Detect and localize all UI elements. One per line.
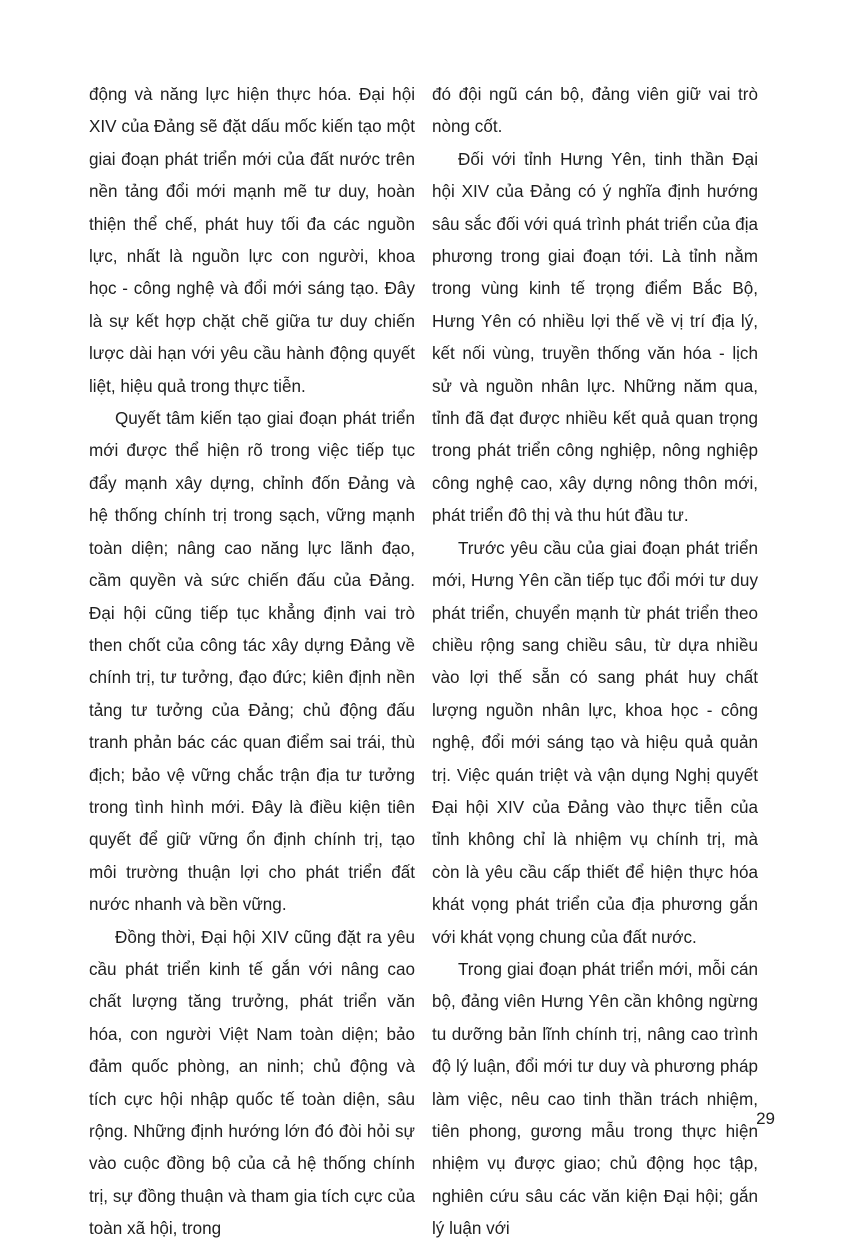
paragraph: Quyết tâm kiến tạo giai đoạn phát triển mới được thể hiện rõ trong việc tiếp tục đẩy mạnh xây dựng, chỉnh đốn Đảng và hệ thống chính trị trong sạch, vững mạnh toàn diện; nâng cao năng lực lãnh đạo, cầm quyền và sức chiến đấu của Đảng. Đại hội cũng tiếp tục khẳng định vai trò then chốt của công tác xây dựng Đảng về chính trị, tư tưởng, đạo đức; kiên định nền tảng tư tưởng của Đảng; chủ động đấu tranh phản bác các quan điểm sai trái, thù địch; bảo vệ vững chắc trận địa tư tưởng trong tình hình mới. Đây là điều kiện tiên quyết để giữ vững ổn định chính trị, tạo môi trường thuận lợi cho phát triển đất nước nhanh và bền vững.	[89, 409, 415, 915]
page-number: 29	[756, 1109, 775, 1128]
paragraph: Đồng thời, Đại hội XIV cũng đặt ra yêu cầu phát triển kinh tế gắn với nâng cao chất lượng tăng trưởng, phát triển văn hóa, con người Việt Nam toàn diện; bảo đảm quốc phòng, an ninh; chủ động và tích cực hội nhập quốc tế toàn diện, sâu rộng. Những định hướng lớn đó đòi hỏi sự vào cuộc đồng bộ của cả hệ thống chính trị, sự đồng thuận và tham gia tích cực của toàn xã hội, trong	[89, 927, 415, 1239]
paragraph: động và năng lực hiện thực hóa. Đại hội XIV của Đảng sẽ đặt dấu mốc kiến tạo một giai đoạn phát triển mới của đất nước trên nền tảng đổi mới mạnh mẽ tư duy, hoàn thiện thể chế, phát huy tối đa các nguồn lực, nhất là nguồn lực con người, khoa học - công nghệ và đổi mới sáng tạo. Đây là sự kết hợp chặt chẽ giữa tư duy chiến lược dài hạn với yêu cầu hành động quyết liệt, hiệu quả trong thực tiễn.	[89, 85, 415, 396]
paragraph: Trong giai đoạn phát triển mới, mỗi cán bộ, đảng viên Hưng Yên cần không ngừng tu dưỡng bản lĩnh chính trị, nâng cao trình độ lý luận, đổi mới tư duy và phương pháp làm việc, nêu cao tinh thần trách nhiệm, tiên phong, gương mẫu trong thực hiện nhiệm vụ được giao; chủ động học tập, nghiên cứu sâu các văn kiện Đại hội; gắn lý luận với	[432, 959, 758, 1239]
right-text-column	[432, 79, 758, 1246]
paragraph: Đối với tỉnh Hưng Yên, tinh thần Đại hội XIV của Đảng có ý nghĩa định hướng sâu sắc đối với quá trình phát triển của địa phương trong giai đoạn tới. Là tỉnh nằm trong vùng kinh tế trọng điểm Bắc Bộ, Hưng Yên có nhiều lợi thế về vị trí địa lý, kết nối vùng, truyền thống văn hóa - lịch sử và nguồn nhân lực. Những năm qua, tỉnh đã đạt được nhiều kết quả quan trọng trong phát triển công nghiệp, nông nghiệp công nghệ cao, xây dựng nông thôn mới, phát triển đô thị và thu hút đầu tư.	[432, 149, 758, 526]
paragraph: đó đội ngũ cán bộ, đảng viên giữ vai trò nòng cốt.	[432, 85, 758, 137]
paragraph: Trước yêu cầu của giai đoạn phát triển mới, Hưng Yên cần tiếp tục đổi mới tư duy phát triển, chuyển mạnh từ phát triển theo chiều rộng sang chiều sâu, từ dựa nhiều vào lợi thế sẵn có sang phát huy chất lượng nguồn nhân lực, khoa học - công nghệ, đổi mới sáng tạo và hiệu quả quản trị. Việc quán triệt và vận dụng Nghị quyết Đại hội XIV của Đảng vào thực tiễn của tỉnh không chỉ là nhiệm vụ chính trị, mà còn là yêu cầu cấp thiết để hiện thực hóa khát vọng phát triển của địa phương gắn với khát vọng chung của đất nước.	[432, 538, 758, 947]
left-text-column	[89, 79, 415, 1246]
